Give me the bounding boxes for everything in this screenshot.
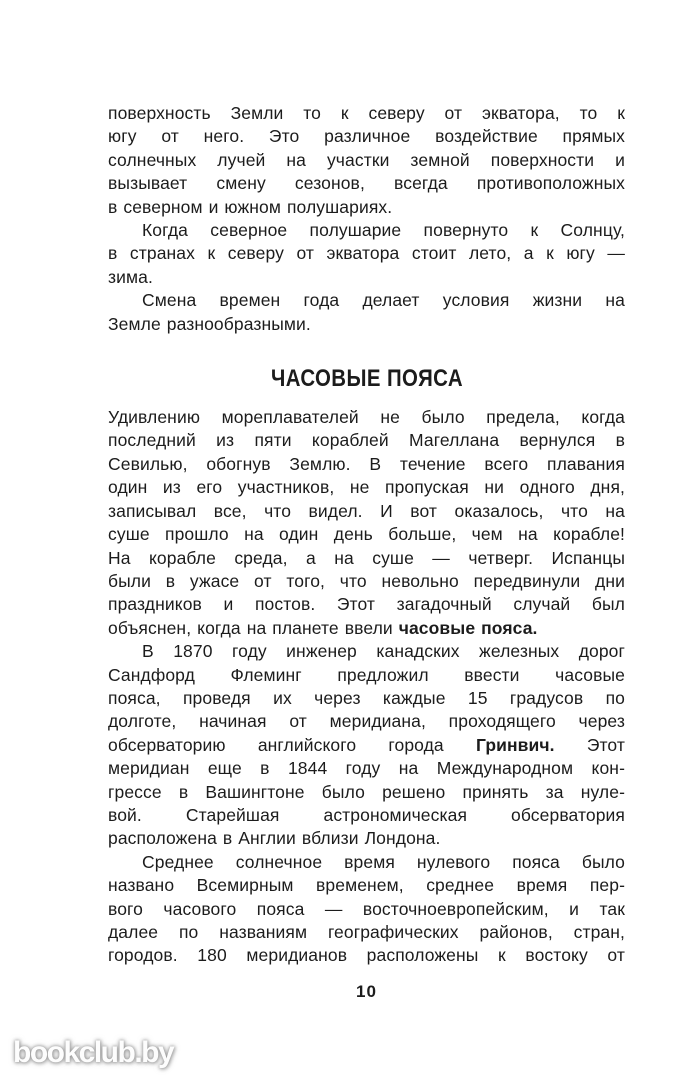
text-line: поверхность Земли то к северу от экватора, то к <box>108 103 625 123</box>
text-column <box>108 102 625 968</box>
text-line: названо Всемирным временем, среднее время пер- <box>108 875 625 896</box>
text-line: далее по названиям географических районов, стран, <box>108 922 625 942</box>
text-line: расположена в Англии вблизи Лондона. <box>108 828 441 849</box>
text-line: вой. Старейшая астрономическая обсерватория <box>108 804 625 825</box>
text-line: Севилью, обогнув Землю. В течение всего плавания <box>108 453 625 474</box>
section-heading-text: ЧАСОВЫЕ ПОЯСА <box>270 365 463 393</box>
text-line: солнечных лучей на участки земной поверхности и <box>108 149 625 170</box>
text-line: вызывает смену сезонов, всегда противоположных <box>108 173 625 194</box>
text-line: праздников и постов. Этот загадочный случай был <box>108 594 625 615</box>
text-line <box>108 617 625 640</box>
text-line: городов. 180 меридианов расположены к востоку от <box>108 945 625 966</box>
text-line: один из его участников, не пропуская ни одного дня, <box>108 477 625 498</box>
text-line: вого часового пояса — восточноевропейским, и так <box>108 898 625 919</box>
text-line: зима. <box>108 266 153 287</box>
text-line: Удивлению мореплавателей не было предела, когда <box>108 407 625 428</box>
text-segment: Этот <box>554 734 625 755</box>
text-line: На корабле среда, а на суше — четверг. Испанцы <box>108 547 625 568</box>
text-line: Земле разнообразными. <box>108 313 311 334</box>
text-line: были в ужасе от того, что невольно передвинули дни <box>108 570 625 591</box>
text-line: пояса, проведя их через каждые 15 градусов по <box>108 687 625 708</box>
bold-term: Гринвич. <box>475 734 555 755</box>
text-line: последний из пяти кораблей Магеллана вернулся в <box>108 430 625 451</box>
paragraph <box>108 219 625 289</box>
text-line: суше прошло на один день больше, чем на корабле! <box>108 524 625 545</box>
text-line: Когда северное полушарие повернуто к Солнцу, <box>142 220 625 241</box>
paragraph <box>108 851 625 968</box>
paragraph <box>108 102 625 219</box>
text-line: Сандфорд Флеминг предложил ввести часовые <box>108 664 625 685</box>
text-line: меридиан еще в 1844 году на Международном кон- <box>108 758 625 779</box>
text-line: в странах к северу от экватора стоит лето, а к югу — <box>108 243 625 264</box>
text-line: Смена времен года делает условия жизни на <box>142 290 625 311</box>
text-line: в северном и южном полушариях. <box>108 196 393 217</box>
page-number: 10 <box>356 982 377 1001</box>
text-line: В 1870 году инженер канадских железных дорог <box>142 641 625 662</box>
paragraph <box>108 289 625 336</box>
text-line: Среднее солнечное время нулевого пояса было <box>142 851 625 872</box>
text-segment: обсерваторию английского города <box>108 734 476 755</box>
section-heading <box>108 366 625 395</box>
text-line: долготе, начиная от меридиана, проходящего через <box>108 711 625 732</box>
text-line: югу от него. Это различное воздействие прямых <box>108 126 625 147</box>
paragraph <box>108 406 625 640</box>
text-line: записывал все, что видел. И вот оказалось, что на <box>108 500 625 521</box>
text-line <box>108 734 625 757</box>
watermark: bookclub.by <box>13 1036 174 1069</box>
text-segment: объяснен, когда на планете ввели <box>108 617 399 638</box>
bold-term: часовые пояса. <box>398 617 538 638</box>
text-line: грессе в Вашингтоне было решено принять за нуле- <box>108 781 625 802</box>
paragraph <box>108 640 625 851</box>
